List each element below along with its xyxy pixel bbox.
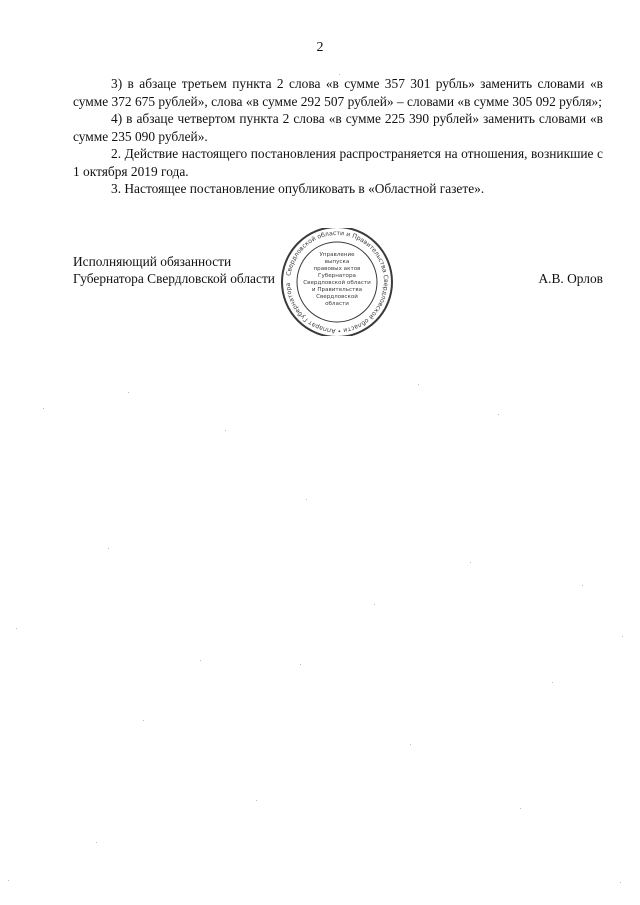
scan-speck: [418, 384, 419, 385]
scan-speck: [8, 880, 9, 881]
scan-speck: [225, 430, 226, 431]
seal-center-line: выпуска: [324, 259, 350, 265]
scan-speck: [108, 548, 109, 549]
document-body: [73, 75, 603, 198]
scan-speck: [410, 744, 411, 745]
paragraph-clause-3: 3. Настоящее постановление опубликовать в «Областной газете».: [111, 181, 485, 196]
scan-speck: [339, 74, 340, 75]
seal-center-line: Свердловской: [316, 294, 358, 300]
scan-speck: [300, 664, 301, 665]
signatory-position-line-1: Исполняющий обязанности: [73, 254, 232, 269]
scan-speck: [306, 499, 307, 500]
scan-speck: [582, 585, 583, 586]
scan-speck: [470, 562, 471, 563]
official-seal-stamp: [277, 228, 397, 336]
scan-speck: [143, 720, 144, 721]
signatory-position-line-2: Губернатора Свердловской области: [73, 271, 275, 286]
scan-speck: [374, 604, 375, 605]
paragraph-item-4: 4) в абзаце четвертом пункта 2 слова «в сумме 225 390 рублей» заменить словами «в сумме 235 090 рублей».: [73, 111, 603, 144]
scan-speck: [128, 392, 129, 393]
scan-speck: [622, 636, 623, 637]
page-number: 2: [316, 40, 324, 55]
paragraph-item-3: 3) в абзаце третьем пункта 2 слова «в сумме 357 301 рубль» заменить словами «в сумме 372 675 рублей», слова «в сумме 292 507 рублей» – словами «в сумме 305 092 рубля»;: [73, 76, 603, 109]
seal-center-line: области: [325, 301, 349, 307]
scan-speck: [200, 660, 201, 661]
scan-speck: [520, 808, 521, 809]
seal-center-line: Свердловской области: [303, 280, 371, 286]
seal-center-line: и Правительства: [311, 287, 363, 293]
seal-ring-text: Свердловской области и Правительства Свердловской области • Аппарат Губернатора: [284, 229, 390, 335]
scan-speck: [256, 800, 257, 801]
scan-speck: [43, 408, 44, 409]
seal-center-line: правовых актов: [313, 266, 361, 272]
scan-speck: [552, 682, 553, 683]
scan-speck: [96, 842, 97, 843]
seal-center-line: Губернатора: [318, 273, 356, 279]
scan-speck: [498, 414, 499, 415]
paragraph-clause-2: 2. Действие настоящего постановления распространяется на отношения, возникшие с 1 октября 2019 года.: [73, 146, 603, 179]
scan-speck: [620, 882, 621, 883]
scan-speck: [16, 628, 17, 629]
signatory-name: А.В. Орлов: [538, 271, 603, 286]
seal-center-line: Управление: [319, 252, 355, 258]
